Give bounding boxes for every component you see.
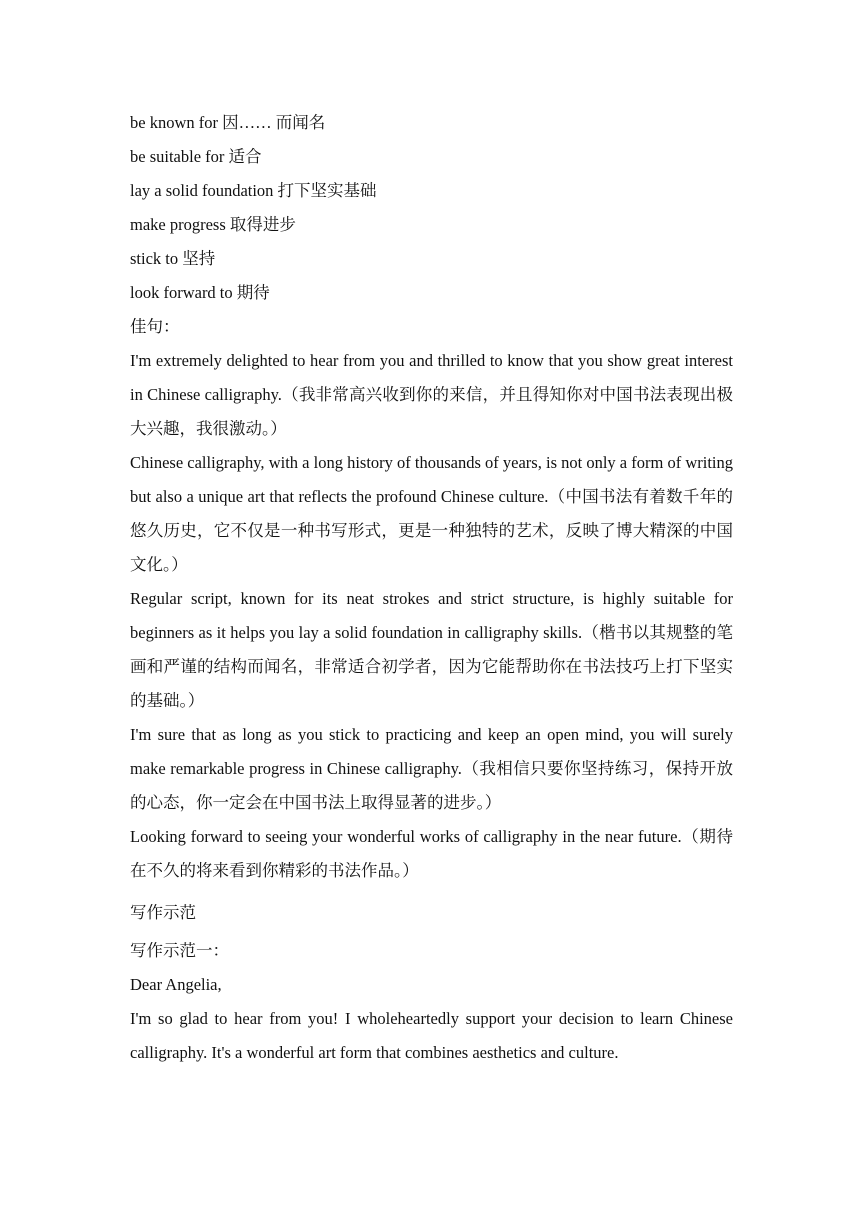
letter-body: I'm so glad to hear from you! I wholeheartedly support your decision to learn Chinese calligraphy. It's a wonderful art form that combines aesthetics and culture. xyxy=(130,1009,733,1062)
phrase-line: be suitable for 适合 xyxy=(130,147,262,166)
phrase-line: look forward to 期待 xyxy=(130,283,270,302)
sentence-paragraph: I'm sure that as long as you stick to practicing and keep an open mind, you will surely make remarkable progress in Chinese calligraphy.（我相信只要你坚持练习，保持开放的心态，你一定会在中国书法上取得显著的进步。） xyxy=(130,725,733,812)
sentence-paragraph: Looking forward to seeing your wonderful works of calligraphy in the near future.（期待在不久的将来看到你精彩的书法作品。） xyxy=(130,827,733,880)
sentences-heading: 佳句： xyxy=(130,317,180,336)
section-title: 写作示范 xyxy=(130,903,196,922)
phrase-line: be known for 因…… 而闻名 xyxy=(130,113,326,132)
letter-greeting: Dear Angelia, xyxy=(130,975,222,994)
example-title: 写作示范一： xyxy=(130,941,229,960)
phrase-line: lay a solid foundation 打下坚实基础 xyxy=(130,181,377,200)
sentence-paragraph: Regular script, known for its neat strokes and strict structure, is highly suitable for beginners as it helps you lay a solid foundation in calligraphy skills.（楷书以其规整的笔画和严谨的结构而闻名，非常适合初学者，因为它能帮助你在书法技巧上打下坚实的基础。） xyxy=(130,589,733,710)
sentence-paragraph: Chinese calligraphy, with a long history of thousands of years, is not only a form of writing but also a unique art that reflects the profound Chinese culture.（中国书法有着数千年的悠久历史，它不仅是一种书写形式，更是一种独特的艺术，反映了博大精深的中国文化。） xyxy=(130,453,733,574)
sentence-paragraph: I'm extremely delighted to hear from you and thrilled to know that you show great interest in Chinese calligraphy.（我非常高兴收到你的来信，并且得知你对中国书法表现出极大兴趣，我很激动。） xyxy=(130,351,733,438)
phrase-line: stick to 坚持 xyxy=(130,249,216,268)
document-page xyxy=(130,106,733,1070)
phrase-line: make progress 取得进步 xyxy=(130,215,296,234)
